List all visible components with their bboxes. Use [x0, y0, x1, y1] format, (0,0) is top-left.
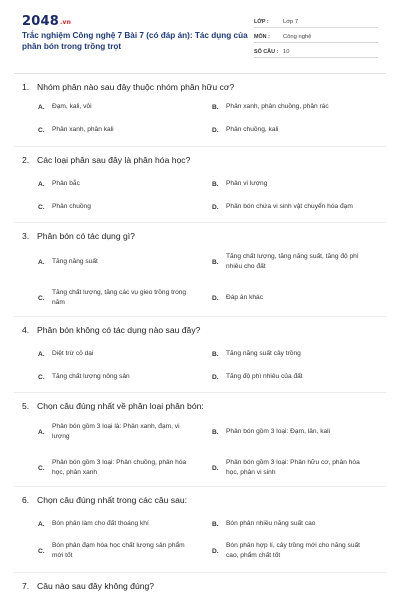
option-letter: A.: [38, 520, 45, 528]
option-letter: D.: [212, 126, 219, 134]
option-letter: B.: [212, 180, 219, 188]
option-text: Phân chuồng, kali: [226, 126, 279, 133]
option-letter: D.: [212, 203, 219, 211]
info-label: MÔN :: [254, 34, 270, 40]
option-text: Phân bón gồm 3 loại: Đạm, lân, kali: [226, 428, 331, 435]
question-text: Phân bón có tác dụng gì?: [37, 231, 135, 241]
question-stem: [22, 581, 154, 591]
question-stem: [22, 325, 200, 335]
option-c[interactable]: [38, 202, 91, 212]
question-divider: [14, 316, 386, 317]
question-number: 1.: [22, 82, 30, 92]
option-letter: C.: [38, 373, 45, 381]
question-stem: [22, 155, 190, 165]
info-value: 10: [283, 49, 290, 55]
brand-name: 2048: [22, 14, 59, 29]
option-text: Tăng chất lượng, tăng các vụ gieo trồng trong năm: [52, 289, 187, 306]
info-label: SỐ CÂU :: [254, 49, 279, 55]
option-text: Bón phân hợp lí, cây trồng mới cho năng suất cao, phẩm chất tốt: [226, 542, 361, 559]
option-letter: C.: [38, 294, 45, 302]
option-letter: D.: [212, 547, 219, 555]
option-letter: C.: [38, 126, 45, 134]
option-d[interactable]: [212, 293, 263, 303]
option-text: Tăng chất lượng nông sản: [52, 373, 130, 380]
option-d[interactable]: [212, 202, 353, 212]
option-text: Tăng độ phì nhiêu của đất: [226, 373, 303, 380]
option-letter: A.: [38, 258, 45, 266]
question-text: Chọn câu đúng nhất về phân loại phân bón:: [37, 401, 204, 411]
option-a[interactable]: [38, 179, 80, 189]
option-letter: B.: [212, 258, 219, 266]
question-stem: [22, 82, 234, 92]
option-text: Tăng năng suất: [52, 258, 98, 265]
option-letter: C.: [38, 203, 45, 211]
option-c[interactable]: [38, 541, 197, 561]
option-text: Đạm, kali, vôi: [52, 103, 92, 110]
document-title: Trắc nghiệm Công nghệ 7 Bài 7 (có đáp án): Tác dụng của phân bón trong trồng trọt: [22, 31, 248, 51]
option-b[interactable]: [212, 519, 315, 529]
info-table: [254, 13, 378, 58]
info-value: Công nghệ: [283, 34, 312, 40]
option-text: Phân bón gồm 3 loại là: Phân xanh, đạm, vi lượng: [52, 423, 180, 440]
option-letter: B.: [212, 350, 219, 358]
option-text: Phân chuồng: [52, 203, 91, 210]
document-header: [0, 0, 400, 72]
brand-suffix: .vn: [59, 19, 72, 26]
question-number: 4.: [22, 325, 30, 335]
option-letter: C.: [38, 547, 45, 555]
option-a[interactable]: [38, 349, 93, 359]
option-a[interactable]: [38, 519, 149, 529]
option-letter: D.: [212, 294, 219, 302]
option-letter: D.: [212, 464, 219, 472]
option-b[interactable]: [212, 102, 329, 112]
option-text: Phân bón chứa vi sinh vật chuyển hóa đạm: [226, 203, 353, 210]
info-value: Lớp 7: [283, 19, 299, 25]
question-stem: [22, 401, 204, 411]
question-divider: [14, 486, 386, 487]
option-c[interactable]: [38, 372, 130, 382]
question-divider: [14, 222, 386, 223]
option-text: Tăng năng suất cây trồng: [226, 350, 301, 357]
option-c[interactable]: [38, 125, 114, 135]
question-number: 3.: [22, 231, 30, 241]
info-row-count: [254, 43, 378, 58]
option-d[interactable]: [212, 458, 371, 478]
option-text: Đáp án khác: [226, 294, 264, 301]
option-text: Phân bón gồm 3 loại: Phân hữu cơ, phân hóa học, phân vi sinh: [226, 459, 360, 476]
question-divider: [14, 146, 386, 147]
option-text: Bón phân làm cho đất thoáng khí: [52, 520, 149, 527]
question-text: Phân bón không có tác dụng nào sau đây?: [37, 325, 201, 335]
question-number: 5.: [22, 401, 30, 411]
info-label: LỚP :: [254, 19, 269, 25]
option-text: Phân vi lượng: [226, 180, 268, 187]
option-b[interactable]: [212, 252, 371, 272]
option-text: Bón phân đạm hóa học chất lượng sản phẩm mới tốt: [52, 542, 185, 559]
option-a[interactable]: [38, 102, 92, 112]
question-stem: [22, 231, 135, 241]
header-divider: [14, 73, 386, 74]
option-text: Phân xanh, phân chuồng, phân rác: [226, 103, 329, 110]
option-text: Phân bón gồm 3 loại: Phân chuồng, phân hóa học, phân xanh: [52, 459, 187, 476]
option-letter: B.: [212, 428, 219, 436]
question-divider: [14, 392, 386, 393]
option-c[interactable]: [38, 458, 197, 478]
option-text: Bón phân nhiều năng suất cao: [226, 520, 316, 527]
option-a[interactable]: [38, 422, 197, 442]
option-letter: C.: [38, 464, 45, 472]
option-letter: B.: [212, 520, 219, 528]
option-letter: B.: [212, 103, 219, 111]
option-b[interactable]: [212, 179, 267, 189]
option-letter: A.: [38, 428, 45, 436]
option-letter: A.: [38, 350, 45, 358]
option-text: Tăng chất lượng, tăng năng suất, tăng độ phì nhiêu cho đất: [226, 253, 359, 270]
info-row-class: [254, 13, 378, 28]
option-d[interactable]: [212, 125, 278, 135]
option-b[interactable]: [212, 427, 330, 437]
option-text: Diệt trừ cỏ dại: [52, 350, 94, 357]
question-number: 7.: [22, 581, 30, 591]
option-letter: A.: [38, 103, 45, 111]
site-logo[interactable]: [22, 14, 71, 29]
option-text: Phân bắc: [52, 180, 80, 187]
option-b[interactable]: [212, 349, 301, 359]
question-divider: [14, 572, 386, 573]
question-text: Chọn câu đúng nhất trong các câu sau:: [37, 495, 188, 505]
option-letter: D.: [212, 373, 219, 381]
option-letter: A.: [38, 180, 45, 188]
option-d[interactable]: [212, 541, 371, 561]
question-text: Nhóm phân nào sau đây thuộc nhóm phân hữu cơ?: [37, 82, 235, 92]
option-text: Phân xanh, phân kali: [52, 126, 114, 133]
question-number: 6.: [22, 495, 30, 505]
option-a[interactable]: [38, 257, 98, 267]
question-number: 2.: [22, 155, 30, 165]
option-c[interactable]: [38, 288, 197, 308]
info-row-subject: [254, 28, 378, 43]
option-d[interactable]: [212, 372, 303, 382]
question-text: Câu nào sau đây không đúng?: [37, 581, 155, 591]
question-text: Các loại phân sau đây là phân hóa học?: [37, 155, 191, 165]
question-stem: [22, 495, 187, 505]
